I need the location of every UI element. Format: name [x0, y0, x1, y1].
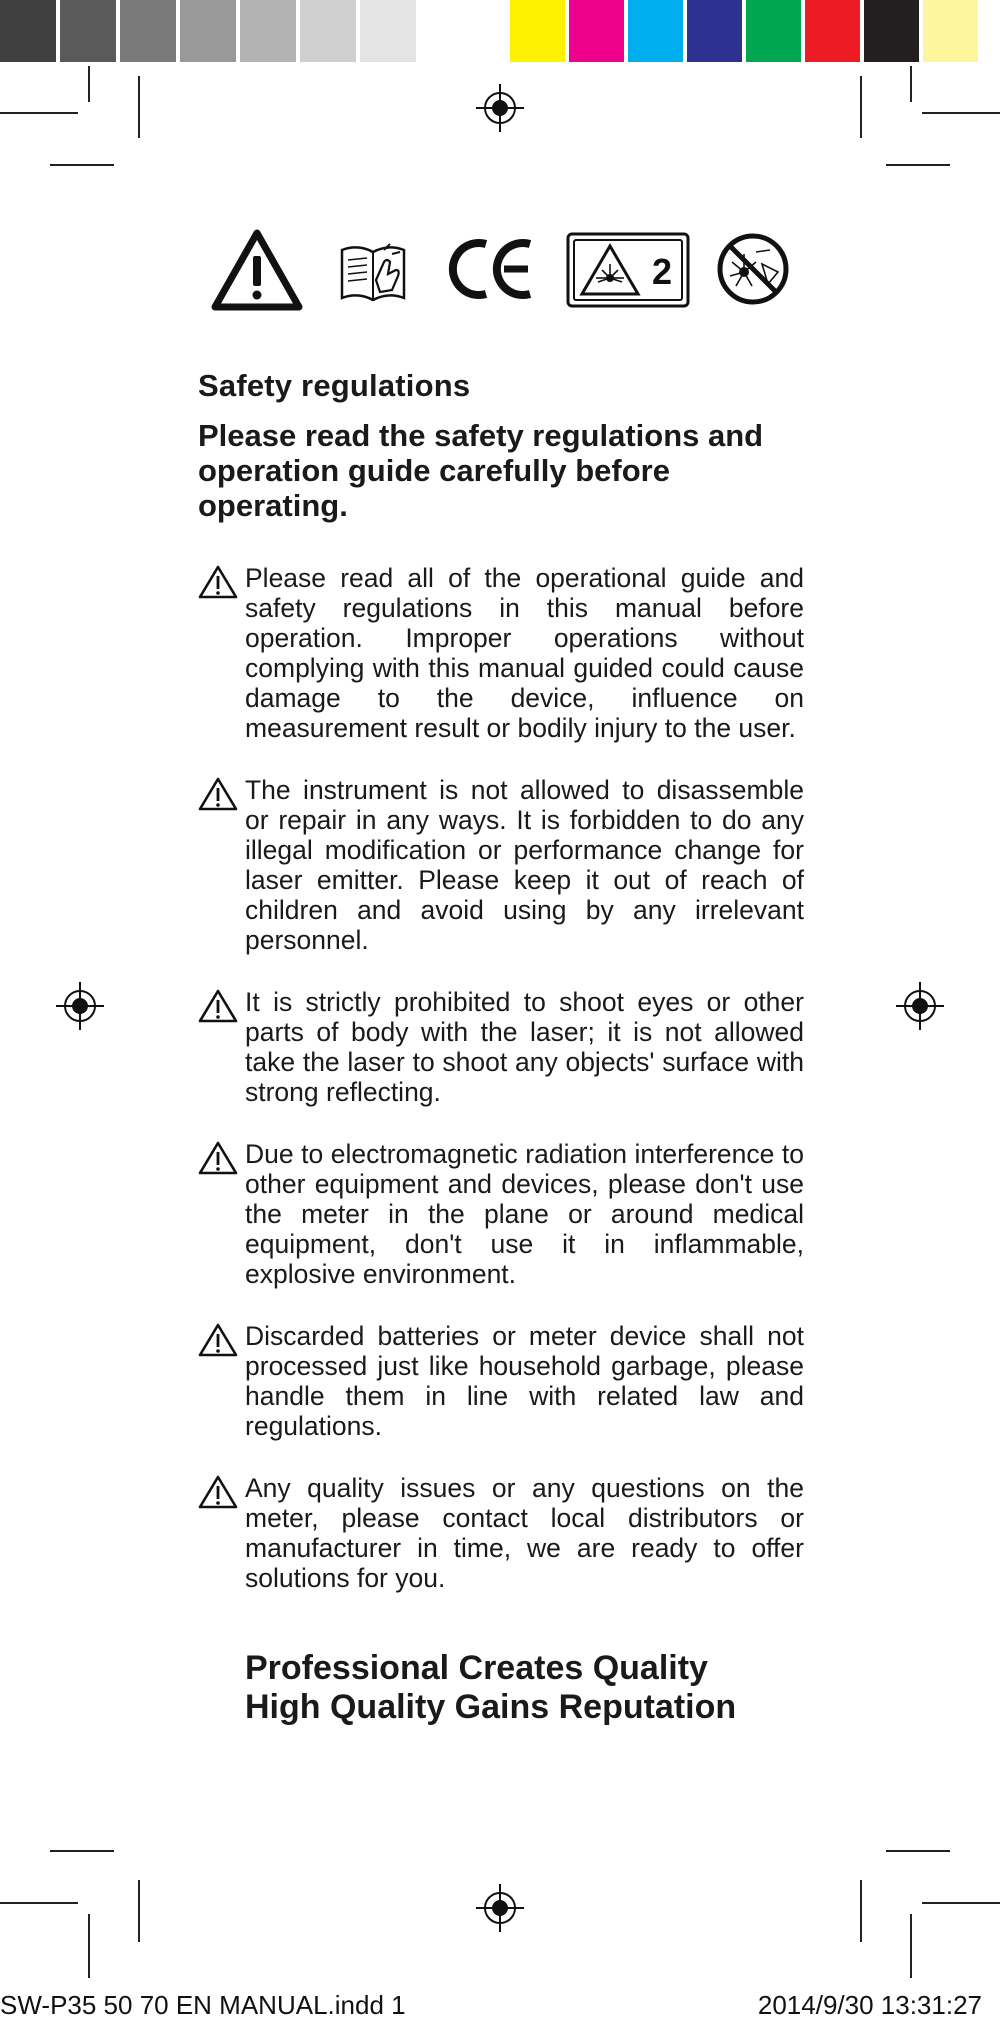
warning-triangle-icon	[198, 777, 238, 811]
warning-triangle-icon	[210, 228, 304, 312]
gray-swatch	[420, 0, 476, 62]
crop-mark	[860, 76, 862, 138]
color-swatch	[864, 0, 919, 62]
crop-mark	[0, 112, 78, 114]
color-swatch	[687, 0, 742, 62]
read-manual-icon	[338, 240, 408, 304]
crop-mark	[922, 112, 1000, 114]
laser-class-2-icon	[566, 232, 690, 308]
crop-mark	[138, 76, 140, 138]
safety-item-text: Any quality issues or any questions on the meter, please contact local distributors or manufacturer in time, we are ready to offer solutions for you.	[245, 1473, 804, 1593]
crop-mark	[910, 66, 912, 102]
crop-mark	[886, 164, 950, 166]
warning-triangle-icon	[198, 1141, 238, 1175]
section-heading: Safety regulations	[198, 368, 471, 403]
registration-mark-icon	[56, 982, 104, 1030]
gray-swatch	[300, 0, 356, 62]
safety-item	[198, 987, 804, 1107]
crop-mark	[922, 1902, 1000, 1904]
color-swatch	[510, 0, 565, 62]
gray-swatch	[60, 0, 116, 62]
safety-item	[198, 1139, 804, 1289]
crop-mark	[88, 1914, 90, 1978]
slogan	[198, 1649, 804, 1727]
safety-item	[198, 563, 804, 743]
color-swatch	[805, 0, 860, 62]
safety-icons-row	[210, 226, 800, 316]
safety-item-text: Due to electromagnetic radiation interference to other equipment and devices, please don't use the meter in the plane or around medical equipment, don't use it in inflammable, explosive environment.	[245, 1139, 804, 1289]
timestamp-slug: 2014/9/30 13:31:27	[757, 1990, 982, 2020]
warning-triangle-icon	[198, 989, 238, 1023]
safety-item	[198, 775, 804, 955]
laser-class-label: 2	[652, 251, 673, 292]
crop-mark	[0, 1902, 78, 1904]
ce-mark-icon	[446, 236, 536, 302]
warning-triangle-icon	[198, 1323, 238, 1357]
warning-triangle-icon	[198, 565, 238, 599]
safety-item	[198, 1321, 804, 1441]
section-subheading: Please read the safety regulations and operation guide carefully before operating.	[198, 418, 764, 523]
color-swatch	[569, 0, 624, 62]
color-bar	[510, 0, 982, 62]
safety-item-text: Please read all of the operational guide and safety regulations in this manual before operation. Improper operations without complying with this manual guided could cause damage to the device, influence on measurement result or bodily injury to the user.	[245, 563, 804, 743]
safety-item	[198, 1473, 804, 1593]
grayscale-bar	[0, 0, 480, 62]
slogan-line: High Quality Gains Reputation	[245, 1688, 737, 1726]
gray-swatch	[360, 0, 416, 62]
crop-mark	[50, 1850, 114, 1852]
gray-swatch	[180, 0, 236, 62]
crop-mark	[88, 66, 90, 102]
gray-swatch	[120, 0, 176, 62]
registration-mark-icon	[476, 1884, 524, 1932]
safety-regulations-section	[198, 368, 804, 1727]
registration-mark-icon	[476, 84, 524, 132]
slogan-line: Professional Creates Quality	[245, 1649, 708, 1687]
registration-mark-icon	[896, 982, 944, 1030]
gray-swatch	[0, 0, 56, 62]
crop-mark	[910, 1914, 912, 1978]
crop-mark	[886, 1850, 950, 1852]
file-name-slug: SW-P35 50 70 EN MANUAL.indd 1	[0, 1990, 406, 2020]
safety-item-text: Discarded batteries or meter device shall not processed just like household garbage, please handle them in line with related law and regulations.	[245, 1321, 804, 1441]
no-stare-laser-icon	[716, 232, 790, 306]
color-swatch	[746, 0, 801, 62]
safety-item-text: The instrument is not allowed to disassemble or repair in any ways. It is forbidden to do any illegal modification or performance change for laser emitter. Please keep it out of reach of children and avoid using by any irrelevant personnel.	[245, 775, 804, 955]
crop-mark	[50, 164, 114, 166]
crop-mark	[860, 1880, 862, 1942]
warning-triangle-icon	[198, 1475, 238, 1509]
gray-swatch	[240, 0, 296, 62]
color-swatch	[923, 0, 978, 62]
color-swatch	[628, 0, 683, 62]
crop-mark	[138, 1880, 140, 1942]
safety-item-text: It is strictly prohibited to shoot eyes or other parts of body with the laser; it is not allowed take the laser to shoot any objects' surface with strong reflecting.	[245, 987, 804, 1107]
